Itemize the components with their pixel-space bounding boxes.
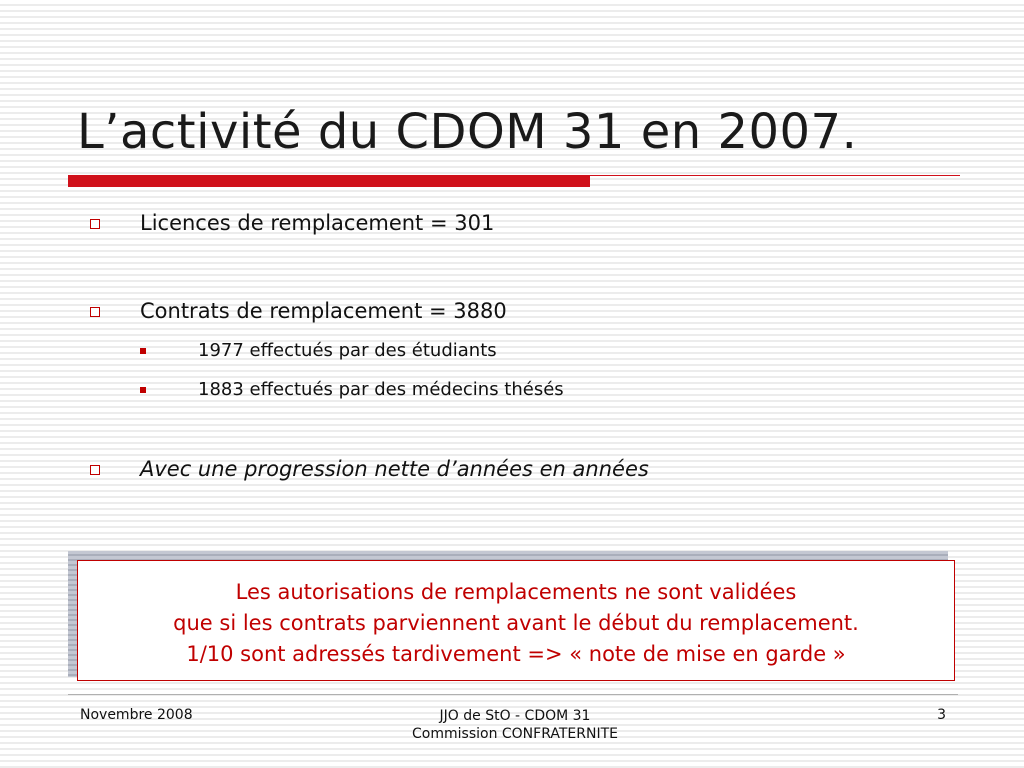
callout-line: Les autorisations de remplacements ne sont validées xyxy=(235,580,797,604)
footer-divider xyxy=(68,694,958,695)
footer-center-line2: Commission CONFRATERNITE xyxy=(412,726,618,742)
bullet-text: Avec une progression nette d’années en années xyxy=(140,457,649,481)
footer-date: Novembre 2008 xyxy=(80,707,193,723)
page-number: 3 xyxy=(937,707,946,723)
sub-bullet-text: 1977 effectués par des étudiants xyxy=(198,340,497,361)
bullet-box-icon xyxy=(90,465,100,475)
bullet-text: Licences de remplacement = 301 xyxy=(140,211,495,235)
footer-center-line1: JJO de StO - CDOM 31 xyxy=(439,708,591,724)
sub-bullet-square-icon xyxy=(140,348,146,354)
callout-line: 1/10 sont adressés tardivement => « note de mise en garde » xyxy=(186,642,846,666)
title-underline-bar xyxy=(68,175,590,187)
footer-center xyxy=(370,707,660,743)
bullet-box-icon xyxy=(90,219,100,229)
callout-box xyxy=(77,560,955,681)
bullet-box-icon xyxy=(90,307,100,317)
sub-bullet-square-icon xyxy=(140,387,146,393)
slide-title: L’activité du CDOM 31 en 2007. xyxy=(77,104,858,160)
bullet-text: Contrats de remplacement = 3880 xyxy=(140,299,507,323)
sub-bullet-text: 1883 effectués par des médecins thésés xyxy=(198,379,564,400)
callout-line: que si les contrats parviennent avant le début du remplacement. xyxy=(173,611,859,635)
title-underline-line xyxy=(590,175,960,176)
